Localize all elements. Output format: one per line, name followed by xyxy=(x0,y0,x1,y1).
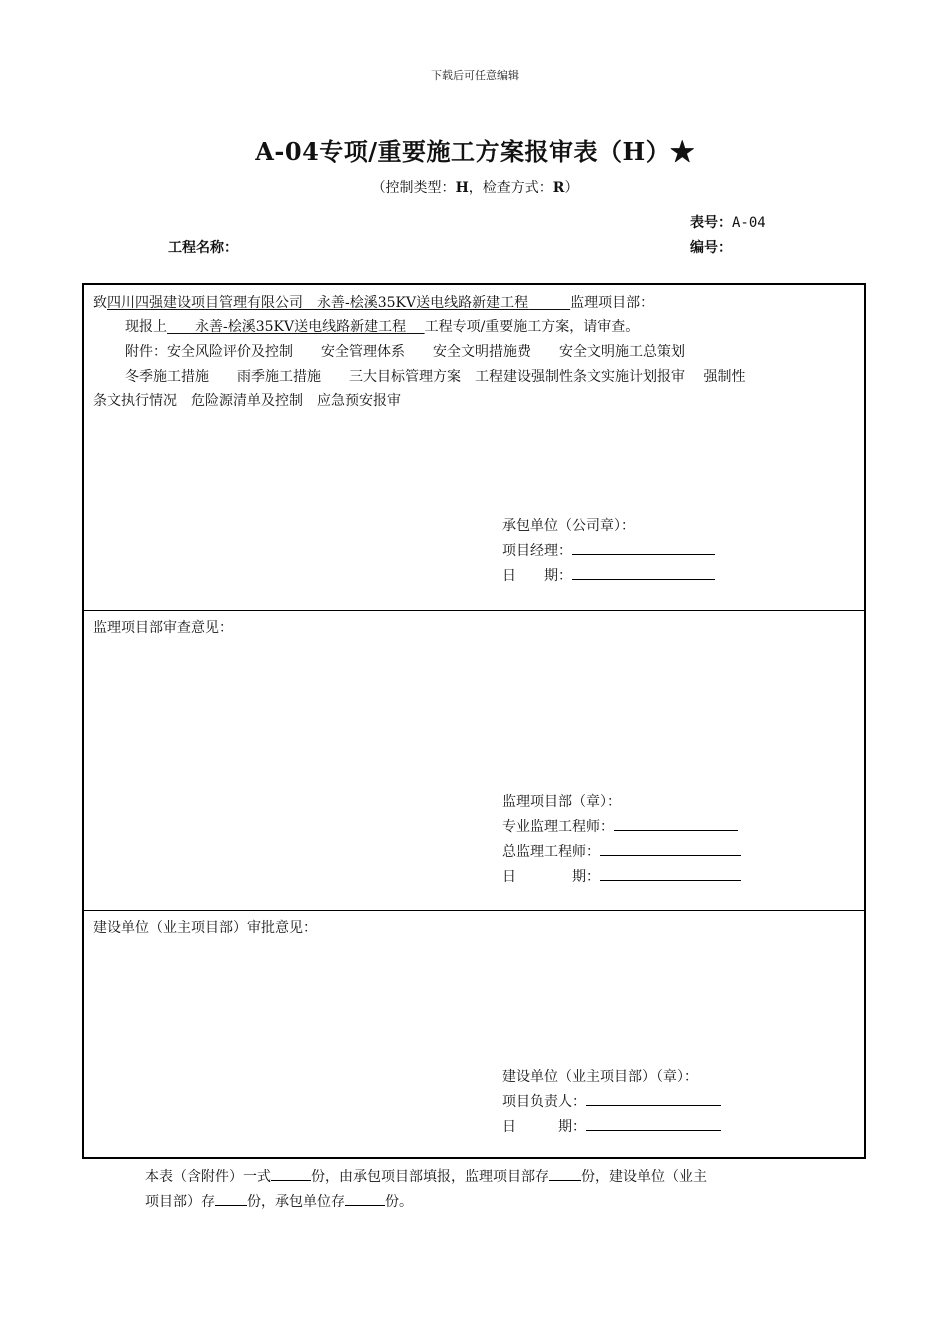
control-type-value: H xyxy=(455,180,469,196)
addressee-company: 四川四强建设项目管理有限公司 永善-桧溪35KV送电线路新建工程 xyxy=(107,295,529,311)
copies-owner-blank[interactable] xyxy=(215,1191,247,1206)
report-suffix: 工程专项/重要施工方案，请审查。 xyxy=(424,319,640,335)
owner-approval-section xyxy=(84,911,864,1157)
footer-text-2: 份，由承包项目部填报，监理项目部存 xyxy=(311,1169,549,1185)
addressee-line xyxy=(93,292,654,312)
contractor-date-label: 日 期： xyxy=(502,568,572,584)
project-manager-label: 项目经理： xyxy=(502,543,572,559)
page-title: A-04专项/重要施工方案报审表（H）★ xyxy=(255,137,695,166)
chief-engineer-signature-line[interactable] xyxy=(600,841,741,856)
footer-text-4: 项目部）存 xyxy=(145,1194,215,1210)
copies-total-blank[interactable] xyxy=(271,1166,311,1181)
serial-number-label: 编号： xyxy=(690,240,732,256)
supervision-date-label: 日 期： xyxy=(502,869,600,885)
owner-date-line[interactable] xyxy=(586,1116,721,1131)
subtitle-prefix: （控制类型： xyxy=(371,180,456,196)
addressee-suffix: 监理项目部： xyxy=(570,295,655,311)
owner-approval-heading: 建设单位（业主项目部）审批意见： xyxy=(93,920,317,936)
attachments-line-2: 冬季施工措施 雨季施工措施 三大目标管理方案 工程建设强制性条文实施计划报审 强制性 xyxy=(125,369,746,385)
footer-line-1 xyxy=(145,1166,707,1186)
project-leader-field xyxy=(502,1091,721,1111)
supervision-seal-label: 监理项目部（章）： xyxy=(502,794,621,810)
project-leader-signature-line[interactable] xyxy=(586,1091,721,1106)
specialist-engineer-label: 专业监理工程师： xyxy=(502,819,614,835)
form-number xyxy=(690,212,766,232)
supervision-date-field xyxy=(502,866,741,886)
footer-text-1: 本表（含附件）一式 xyxy=(145,1169,271,1185)
owner-seal-label: 建设单位（业主项目部）（章）： xyxy=(502,1069,698,1085)
header-note: 下载后可任意编辑 xyxy=(431,69,519,82)
contractor-seal-label: 承包单位（公司章）： xyxy=(502,518,635,534)
footer-line-2 xyxy=(145,1191,413,1211)
footer-text-3: 份，建设单位（业主 xyxy=(581,1169,707,1185)
contractor-submission-section xyxy=(84,285,864,611)
project-name-label: 工程名称： xyxy=(168,240,238,256)
addressee-blank xyxy=(528,295,570,311)
check-method-value: R xyxy=(552,180,565,196)
owner-date-field xyxy=(502,1116,721,1136)
subtitle xyxy=(0,177,950,197)
supervision-date-line[interactable] xyxy=(600,866,741,881)
project-leader-label: 项目负责人： xyxy=(502,1094,586,1110)
form-number-value: A-04 xyxy=(732,215,766,231)
attachments-line-3: 条文执行情况 危险源清单及控制 应急预安报审 xyxy=(93,393,401,409)
report-project-name: 永善-桧溪35KV送电线路新建工程 xyxy=(195,319,407,335)
copies-contractor-blank[interactable] xyxy=(345,1191,385,1206)
owner-date-label: 日 期： xyxy=(502,1119,586,1135)
report-project xyxy=(167,319,425,335)
project-manager-signature-line[interactable] xyxy=(572,540,715,555)
report-prefix: 现报上 xyxy=(125,319,167,335)
subtitle-mid: ，检查方式： xyxy=(468,180,553,196)
copies-supervision-blank[interactable] xyxy=(549,1166,581,1181)
contractor-date-line[interactable] xyxy=(572,565,715,580)
footer-text-5: 份，承包单位存 xyxy=(247,1194,345,1210)
subtitle-suffix: ） xyxy=(564,180,579,196)
project-manager-field xyxy=(502,540,715,560)
footer-text-6: 份。 xyxy=(385,1194,413,1210)
specialist-engineer-field xyxy=(502,816,738,836)
report-line xyxy=(125,316,639,336)
specialist-engineer-signature-line[interactable] xyxy=(614,816,738,831)
form-number-label: 表号： xyxy=(690,215,732,231)
approval-form-table xyxy=(82,283,866,1159)
contractor-date-field xyxy=(502,565,715,585)
chief-engineer-field xyxy=(502,841,741,861)
attachments-line-1: 附件：安全风险评价及控制 安全管理体系 安全文明措施费 安全文明施工总策划 xyxy=(125,344,685,360)
supervision-review-heading: 监理项目部审查意见： xyxy=(93,620,233,636)
addressee-prefix: 致 xyxy=(93,295,107,311)
chief-engineer-label: 总监理工程师： xyxy=(502,844,600,860)
supervision-review-section xyxy=(84,611,864,911)
